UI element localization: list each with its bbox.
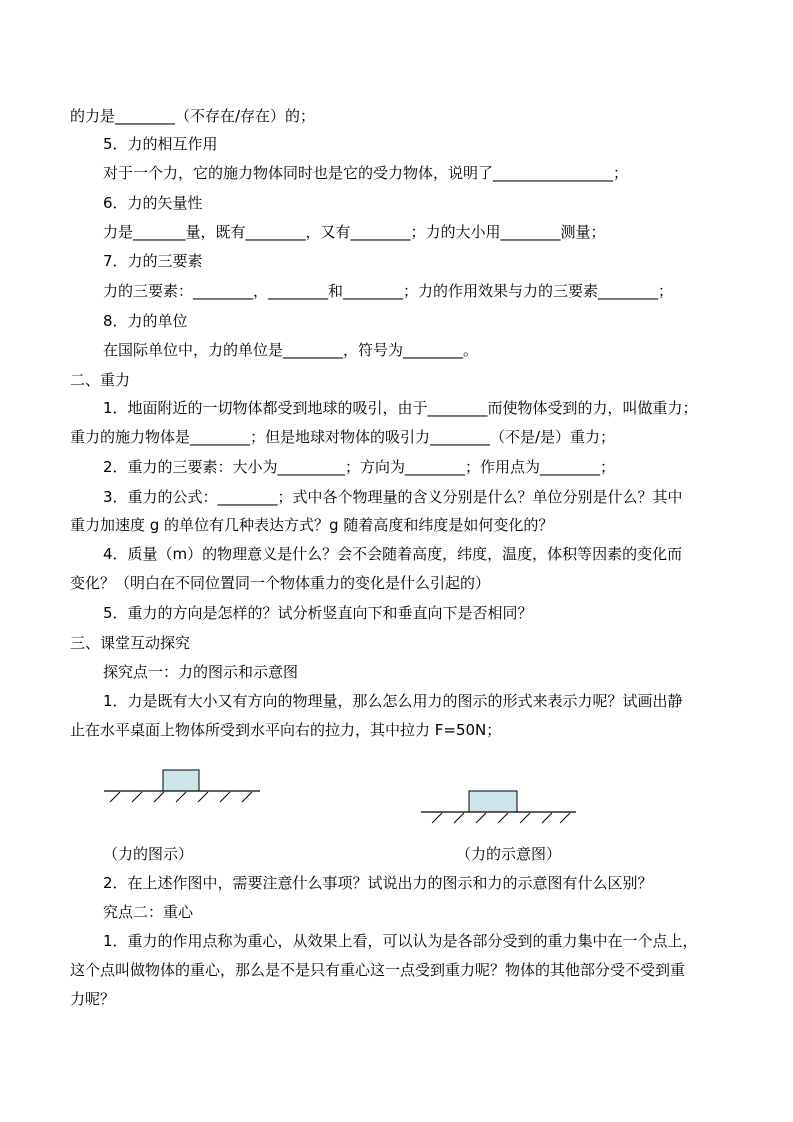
text-line: 在国际单位中，力的单位是________，符号为________。 (103, 341, 479, 359)
text-line: 的力是________（不存在/存在）的； (70, 107, 316, 125)
text-line: 力是_______量，既有________，又有________；力的大小用________测量； (103, 223, 606, 241)
text-line: 2．重力的三要素：大小为_________；方向为________；作用点为________； (103, 458, 616, 476)
section-heading: 6．力的矢量性 (103, 194, 203, 212)
text-line: 5．重力的方向是怎样的？试分析竖直向下和垂直向下是否相同？ (103, 604, 533, 622)
text-line: 这个点叫做物体的重心，那么是不是只有重心这一点受到重力呢？物体的其他部分受不受到重 (70, 961, 686, 979)
text-line: 1．重力的作用点称为重心，从效果上看，可以认为是各部分受到的重力集中在一个点上， (103, 932, 698, 950)
schematic-diagram-figure (418, 787, 583, 832)
text-line: 重力的施力物体是________；但是地球对物体的吸引力________（不是/是）重力； (70, 428, 616, 446)
text-line: 重力加速度 g 的单位有几种表达方式？g 随着高度和纬度是如何变化的？ (70, 516, 554, 534)
text-line: 3．重力的公式：________；式中各个物理量的含义分别是什么？单位分别是什么？其中 (103, 488, 683, 506)
hatch-marks (110, 792, 252, 802)
text-line: 对于一个力，它的施力物体同时也是它的受力物体，说明了________________； (103, 164, 629, 182)
hatch-marks (432, 813, 570, 823)
text-line: 1．力是既有大小又有方向的物理量，那么怎么用力的图示的形式来表示力呢？试画出静 (103, 692, 683, 710)
block (163, 770, 199, 791)
chapter-heading: 三、课堂互动探究 (70, 634, 191, 652)
section-heading: 8．力的单位 (103, 312, 188, 330)
text-line: 4．质量（m）的物理意义是什么？会不会随着高度，纬度，温度，体积等因素的变化而 (103, 545, 683, 563)
section-heading: 探究点一：力的图示和示意图 (103, 663, 299, 681)
force-diagram-figure (100, 765, 270, 810)
text-line: 力呢？ (70, 990, 116, 1008)
chapter-heading: 二、重力 (70, 371, 131, 389)
text-line: 2．在上述作图中，需要注意什么事项？试说出力的图示和力的示意图有什么区别？ (103, 874, 653, 892)
section-heading: 究点二：重心 (103, 903, 194, 921)
section-heading: 5．力的相互作用 (103, 135, 218, 153)
text-line: 变化？（明白在不同位置同一个物体重力的变化是什么引起的） (70, 574, 491, 592)
text-line: 止在水平桌面上物体所受到水平向右的拉力，其中拉力 F=50N； (70, 721, 502, 739)
figure-caption-force-diagram: （力的图示） (103, 845, 194, 863)
text-line: 力的三要素：________，________和________；力的作用效果与力的三要素________； (103, 282, 674, 300)
figure-caption-schematic-diagram: （力的示意图） (456, 845, 562, 863)
text-line: 1．地面附近的一切物体都受到地球的吸引，由于________而使物体受到的力，叫做重力； (103, 399, 698, 417)
section-heading: 7．力的三要素 (103, 252, 203, 270)
block (469, 791, 517, 812)
